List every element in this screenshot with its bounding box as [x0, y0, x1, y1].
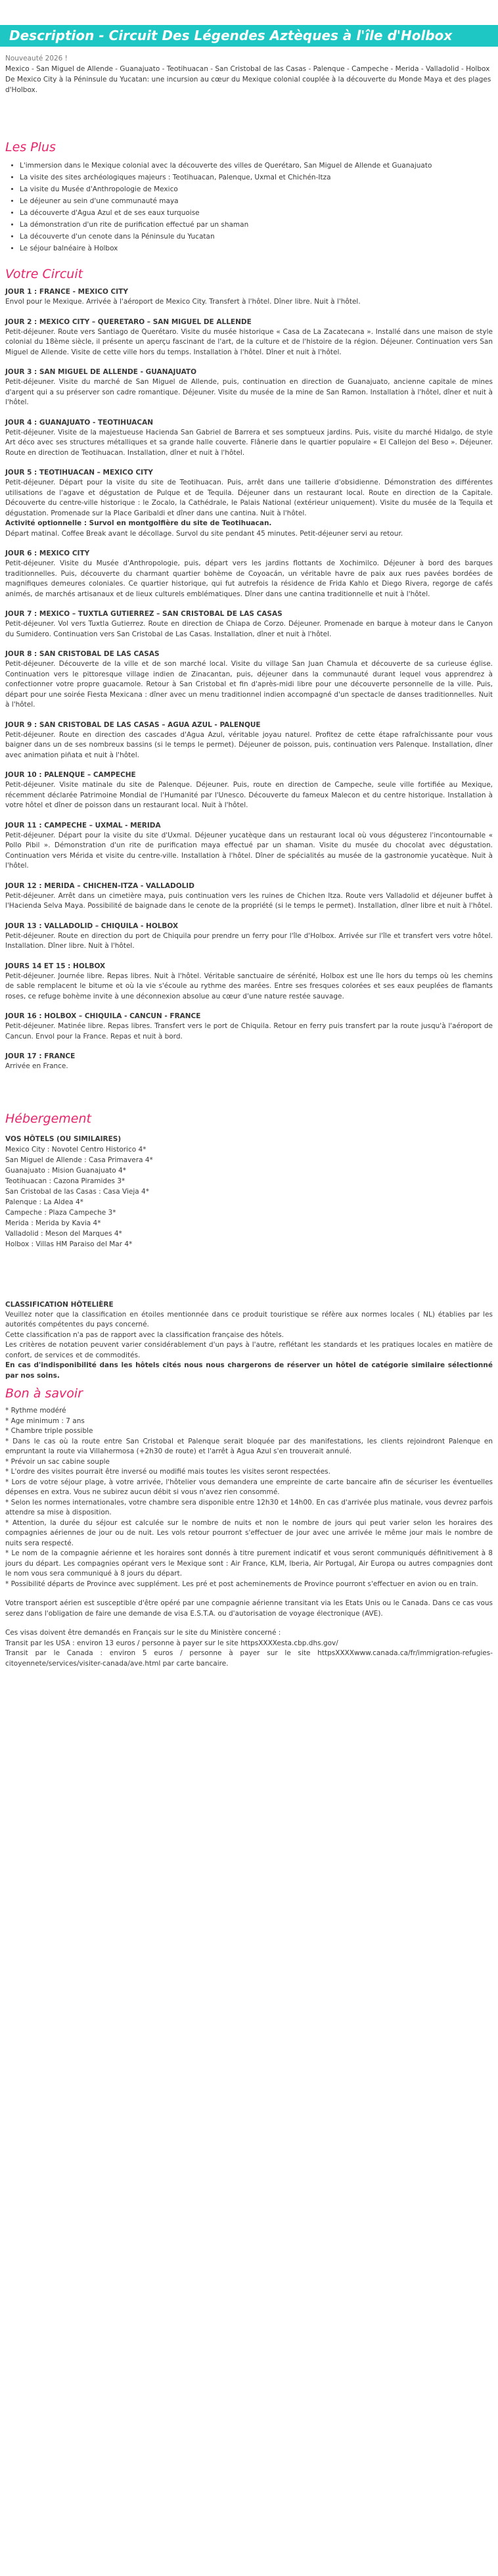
classification-title: CLASSIFICATION HÔTELIÈRE	[5, 1300, 114, 1309]
info-line: * Chambre triple possible	[5, 1427, 93, 1435]
list-item: • L'immersion dans le Mexique colonial avec la découverte des villes de Querétaro, San Miguel de Allende et Guanajuato	[20, 161, 498, 171]
info-line: * Attention, la durée du séjour est calculée sur le nombre de nuits et non le nombre de jours qui peut varier selon les horaires des compagnies aériennes de jour ou de nuit. Les vols retour pourront s'effectuer de jour avec une arrivée le même jour mais le nombre de nuits sera respecté.	[5, 1518, 493, 1547]
day-block	[5, 1051, 493, 1072]
day-title: JOUR 10 : PALENQUE – CAMPECHE	[5, 771, 136, 779]
day-title: JOUR 11 : CAMPECHE – UXMAL - MERIDA	[5, 821, 161, 830]
intro	[0, 53, 498, 95]
hotel-item: Merida : Merida by Kavia 4*	[5, 1219, 101, 1227]
day-text: Petit-déjeuner. Route vers Santiago de Querétaro. Visite du musée historique « Casa de La Zacatecana ». Installé dans une maison de style colonial du 18ème siècle, il présente un aperçu fascinant de l'art, de la culture et de l'histoire de la région. Déjeuner. Continuation vers San Miguel de Allende. Visite de cette ville hors du temps. Installation à l'hôtel. Dîner et nuit à l'hôtel.	[5, 327, 493, 356]
list-item: • Le séjour balnéaire à Holbox	[20, 244, 498, 254]
transit-info: Votre transport aérien est susceptible d'être opéré par une compagnie aérienne transitant via les Etats Unis ou le Canada. Dans ce cas vous serez dans l'obligation de faire une demande de visa E.S.T.A. ou d'autorisation de voyage électronique (AVE).	[5, 1599, 493, 1618]
classification	[0, 1250, 498, 1382]
day-title: JOUR 17 : FRANCE	[5, 1052, 76, 1060]
day-text: Arrivée en France.	[5, 1062, 68, 1070]
day-title: JOUR 13 : VALLADOLID – CHIQUILA - HOLBOX	[5, 922, 179, 930]
day-title: JOUR 5 : TEOTIHUACAN – MEXICO CITY	[5, 469, 153, 477]
day-block	[5, 649, 493, 711]
day-title: JOUR 8 : SAN CRISTOBAL DE LAS CASAS	[5, 650, 160, 658]
day-title: JOUR 12 : MERIDA – CHICHEN-ITZA - VALLADOLID	[5, 881, 194, 890]
day-block	[5, 317, 493, 358]
classification-text: Veuillez noter que la classification en étoiles mentionnée dans ce produit touristique se réfère aux normes locales ( NL) établies par les autorités compétentes du pays concerné.	[5, 1310, 493, 1328]
day-title: JOURS 14 ET 15 : HOLBOX	[5, 962, 106, 970]
spacer	[5, 1589, 493, 1599]
day-title: JOUR 9 : SAN CRISTOBAL DE LAS CASAS – AGUA AZUL - PALENQUE	[5, 720, 261, 729]
section-title-hebergement: Hébergement	[5, 1111, 91, 1126]
day-block	[5, 961, 493, 1002]
day-text: Petit-déjeuner. Matinée libre. Repas libres. Transfert vers le port de Chiquila. Retour en ferry puis transfert par la route jusqu'à l'aéroport de Cancun. Envol pour la France. Repas et nuit à bord.	[5, 1022, 493, 1041]
hotel-item: Teotihuacan : Cazona Piramides 3*	[5, 1177, 125, 1185]
day-text: Petit-déjeuner. Visite matinale du site de Palenque. Déjeuner. Puis, route en direction de Campeche, seule ville fortifiée au Mexique, récemment déclarée Patrimoine Mondial de l'Humanité par l'Unesco. Découverte du fameux Malecon et du centre historique. Installation à votre hôtel et dîner de poisson dans un restaurant local. Nuit à l'hôtel.	[5, 781, 493, 809]
day-text: Petit-déjeuner. Journée libre. Repas libres. Nuit à l'hôtel. Véritable sanctuaire de sérénité, Holbox est une île hors du temps où les chemins de sable remplacent le bitume et où la vie s'écoule au rythme des marées. Entre ses fresques colorées et ses eaux peuplées de flamants roses, ce refuge bohème invite à une déconnexion absolue au cœur d'une nature restée sauvage.	[5, 972, 493, 1000]
section-title-plus: Les Plus	[5, 140, 56, 154]
list-item: • La visite du Musée d'Anthropologie de Mexico	[20, 185, 498, 195]
day-block	[5, 881, 493, 912]
info-line: * Dans le cas où la route entre San Cristobal et Palenque serait bloquée par des manifestations, les clients rejoindront Palenque en empruntant la route via Villahermosa (+2h30 de route) et l'arrêt à Agua Azul s'en trouverait annulé.	[5, 1437, 493, 1455]
day-title: JOUR 3 : SAN MIGUEL DE ALLENDE - GUANAJUATO	[5, 368, 197, 376]
info-line: * Prévoir un sac cabine souple	[5, 1457, 110, 1466]
spacer	[5, 1619, 493, 1628]
good-to-know	[0, 1401, 498, 1669]
visa-info: Ces visas doivent être demandés en Français sur le site du Ministère concerné :	[5, 1629, 281, 1637]
hotel-item: Valladolid : Meson del Marques 4*	[5, 1229, 122, 1238]
day-text: Petit-déjeuner. Visite de la majestueuse Hacienda San Gabriel de Barrera et ses somptueux jardins. Puis, visite du marché Hidalgo, de style Art déco avec ses structures métalliques et sa grande halle couverte. Flânerie dans le quartier populaire « El Callejon del Beso ». Déjeuner. Route en direction de Teotihuacan. Installation, dîner et nuit à l'hôtel.	[5, 428, 493, 457]
visa-canada: Transit par le Canada : environ 5 euros / personne à payer sur le site httpsXXXXwww.canada.ca/fr/immigration-refugies-citoyennete/services/visiter-canada/ave.html par carte bancaire.	[5, 1649, 493, 1668]
day-text: Petit-déjeuner. Visite du Musée d'Anthropologie, puis, départ vers les jardins flottants de Xochimilco. Déjeuner à bord des barques traditionnelles. Puis, découverte du charmant quartier bohème de Coyoacán, un véritable havre de paix aux rues pavées bordées de magnifiques demeures coloniales. Ce quartier historique, qui fut autrefois la résidence de Frida Kahlo et Diego Rivera, regorge de cafés animés, de marchés artisanaux et de lieux culturels emblématiques. Dîner dans une cantina traditionnelle et nuit à l'hôtel.	[5, 559, 493, 598]
info-line: * L'ordre des visites pourrait être inversé ou modifié mais toutes les visites seront respectées.	[5, 1468, 330, 1476]
day-title: JOUR 1 : FRANCE - MEXICO CITY	[5, 288, 128, 296]
info-line: * Le nom de la compagnie aérienne et les horaires sont donnés à titre purement indicatif et vous seront communiqués définitivement à 8 jours du départ. Les compagnies opérant vers le Mexique sont : Air France, KLM, Iberia, Air Portugal, Air Europa ou autres compagnies dont le nom vous sera communiqué à 8 jours du départ.	[5, 1549, 493, 1578]
itinerary	[0, 281, 498, 1072]
day-block	[5, 417, 493, 459]
section-title-savoir: Bon à savoir	[5, 1386, 83, 1401]
plus-list	[0, 161, 498, 254]
list-item: • La découverte d'Agua Azul et de ses eaux turquoise	[20, 208, 498, 218]
day-block	[5, 720, 493, 761]
day-block	[5, 921, 493, 952]
day-text: Petit-déjeuner. Route en direction du port de Chiquila pour prendre un ferry pour l'île d'Holbox. Arrivée sur l'île et transfert vers votre hôtel. Installation. Dîner libre. Nuit à l'hôtel.	[5, 931, 493, 950]
day-block	[5, 367, 493, 408]
hotel-item: Palenque : La Aldea 4*	[5, 1198, 83, 1206]
day-text: Petit-déjeuner. Découverte de la ville et de son marché local. Visite du village San Juan Chamula et découverte de sa curieuse église. Continuation vers le pittoresque village indien de Zinacantan, puis, déjeuner dans la communauté durant lequel vous apprendrez à confectionner votre propre guacamole. Retour à San Cristobal et fin d'après-midi libre pour une découverte personnelle de la ville. Puis, départ pour une soirée Fiesta Mexicana : dîner avec un menu traditionnel indien accompagné d'un spectacle de danses traditionnelles. Nuit à l'hôtel.	[5, 660, 493, 709]
info-line: * Age minimum : 7 ans	[5, 1417, 85, 1425]
day-block	[5, 467, 493, 539]
info-line: * Lors de votre séjour plage, à votre arrivée, l'hôtelier vous demandera une empreinte de carte bancaire afin de sécuriser les éventuelles dépenses en extra. Vous ne subirez aucun débit si vous n'avez rien consommé.	[5, 1478, 493, 1496]
section-title-circuit: Votre Circuit	[5, 267, 83, 281]
info-line: * Possibilité départs de Province avec supplément. Les pré et post acheminements de Province pourront s'effectuer en avion ou en train.	[5, 1580, 478, 1588]
info-line: * Rythme modéré	[5, 1407, 66, 1415]
day-title: JOUR 2 : MEXICO CITY – QUERETARO – SAN MIGUEL DE ALLENDE	[5, 317, 252, 326]
list-item: • La démonstration d'un rite de purification effectué par un shaman	[20, 220, 498, 230]
day-title: JOUR 7 : MEXICO – TUXTLA GUTIERREZ – SAN CRISTOBAL DE LAS CASAS	[5, 610, 283, 618]
classification-text: Cette classification n'a pas de rapport avec la classification française des hôtels.	[5, 1330, 284, 1339]
day-text: Petit-déjeuner. Départ pour la visite du site de Teotihuacan. Puis, arrêt dans une taillerie d'obsidienne. Démonstration des différentes utilisations de l'agave et dégustation de Pulque et de Tequila. Déjeuner dans un restaurant local. Route en direction de la Capitale. Découverte du centre-ville historique : le Zocalo, la Cathédrale, le Palais National (extérieur uniquement). Visite du musée de la Tequila et dégustation. Promenade sur la Place Garibaldi et dîner dans une cantina. Nuit à l'hôtel.	[5, 479, 493, 517]
day-title: JOUR 16 : HOLBOX – CHIQUILA - CANCUN - FRANCE	[5, 1012, 201, 1020]
day-block	[5, 548, 493, 599]
day-block	[5, 287, 493, 308]
day-text: Petit-déjeuner. Départ pour la visite du site d'Uxmal. Déjeuner yucatèque dans un restaurant local où vous dégusterez l'incontournable « Pollo Pibil ». Démonstration d'un rite de purification maya effectué par un shaman. Visite du musée du chocolat avec dégustation. Continuation vers Mérida et visite du centre-ville. Installation à l'hôtel. Dîner de spécialités au musée de la gastronomie yucatèque. Nuit à l'hôtel.	[5, 831, 493, 870]
classification-note: En cas d'indisponibilité dans les hôtels cités nous nous chargerons de réserver un hôtel de catégorie similaire sélectionné par nos soins.	[5, 1361, 493, 1380]
visa-usa: Transit par les USA : environ 13 euros / personne à payer sur le site httpsXXXXesta.cbp.dhs.gov/	[5, 1639, 338, 1647]
hotel-item: Guanajuato : Mision Guanajuato 4*	[5, 1166, 126, 1175]
hotel-item: Campeche : Plaza Campeche 3*	[5, 1208, 116, 1217]
classification-text: Les critères de notation peuvent varier considérablement d'un pays à l'autre, reflétant les standards et les pratiques locales en matière de confort, de services et de commodités.	[5, 1341, 493, 1359]
day-text: Petit-déjeuner. Arrêt dans un cimetière maya, puis continuation vers les ruines de Chichen Itza. Route vers Valladolid et déjeuner buffet à l'Hacienda Selva Maya. Possibilité de baignade dans le cenote de la propriété (si le temps le permet). Installation, dîner libre et nuit à l'hôtel.	[5, 891, 493, 910]
day-block	[5, 770, 493, 811]
day-text: Envol pour le Mexique. Arrivée à l'aéroport de Mexico City. Transfert à l'hôtel. Dîner libre. Nuit à l'hôtel.	[5, 298, 361, 306]
optional-activity-text: Départ matinal. Coffee Break avant le décollage. Survol du site pendant 45 minutes. Petit-déjeuner servi au retour.	[5, 529, 403, 538]
hotels-list	[0, 1126, 498, 1250]
intro-new: Nouveauté 2026 !	[5, 55, 68, 62]
optional-activity: Activité optionnelle : Survol en montgolfière du site de Teotihuacan.	[5, 519, 272, 527]
day-title: JOUR 4 : GUANAJUATO - TEOTIHUACAN	[5, 418, 154, 427]
list-item: • La découverte d'un cenote dans la Péninsule du Yucatan	[20, 232, 498, 242]
hotels-title: VOS HÔTELS (OU SIMILAIRES)	[5, 1135, 122, 1143]
list-item: • La visite des sites archéologiques majeurs : Teotihuacan, Palenque, Uxmal et Chichén-Itza	[20, 173, 498, 183]
day-title: JOUR 6 : MEXICO CITY	[5, 550, 90, 557]
day-block	[5, 609, 493, 640]
hotel-item: Holbox : Villas HM Paraiso del Mar 4*	[5, 1240, 133, 1248]
day-text: Petit-déjeuner. Visite du marché de San Miguel de Allende, puis, continuation en direction de Guanajuato, ancienne capitale de mines d'argent qui a su préserver son cadre romantique. Déjeuner. Visite du musée de la mine de San Ramon. Installation à l'hôtel, dîner et nuit à l'hôtel.	[5, 378, 493, 406]
info-line: * Selon les normes internationales, votre chambre sera disponible entre 12h30 et 14h00. En cas d'arrivée plus matinale, vous devrez parfois attendre sa mise à disposition.	[5, 1498, 493, 1516]
hotel-item: San Miguel de Allende : Casa Primavera 4*	[5, 1156, 153, 1164]
day-text: Petit-déjeuner. Route en direction des cascades d'Agua Azul, véritable joyau naturel. Profitez de cette étape rafraîchissante pour vous baigner dans un de ses nombreux bassins (si le temps le permet). Déjeuner de poisson, puis, continuation vers Palenque. Installation, dîner avec animation piñata et nuit à l'hôtel.	[5, 730, 493, 759]
intro-desc: De Mexico City à la Péninsule du Yucatan: une incursion au cœur du Mexique colonial couplée à la découverte du Monde Maya et des plages d'Holbox.	[5, 76, 491, 94]
day-block	[5, 820, 493, 872]
hotel-item: San Cristobal de las Casas : Casa Vieja 4*	[5, 1187, 149, 1196]
intro-route: Mexico - San Miguel de Allende - Guanajuato - Teotihuacan - San Cristobal de las Casas - Palenque - Campeche - Merida - Valladolid - Holbox	[5, 65, 490, 73]
list-item: • Le déjeuner au sein d'une communauté maya	[20, 197, 498, 206]
hotel-item: Mexico City : Novotel Centro Historico 4*	[5, 1145, 147, 1154]
day-text: Petit-déjeuner. Vol vers Tuxtla Gutierrez. Route en direction de Chiapa de Corzo. Déjeuner. Promenade en barque à moteur dans le Canyon du Sumidero. Continuation vers San Cristobal de Las Casas. Installation, dîner et nuit à l'hôtel.	[5, 620, 493, 638]
day-block	[5, 1011, 493, 1042]
page-title: Description - Circuit Des Légendes Aztèques à l'île d'Holbox	[0, 25, 498, 47]
